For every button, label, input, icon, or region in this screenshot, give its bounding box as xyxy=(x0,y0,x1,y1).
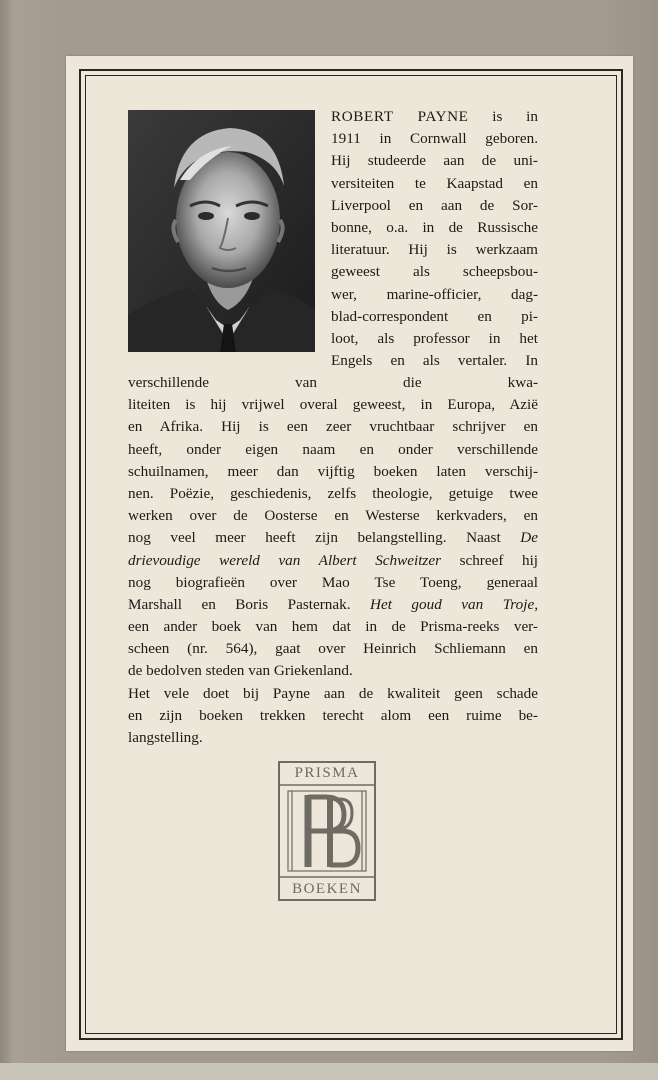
bio-text-line xyxy=(128,727,538,749)
author-name: ROBERT PAYNE xyxy=(331,108,469,125)
bio-text-line xyxy=(128,660,538,682)
bio-text-line xyxy=(128,416,538,438)
bio-text-line xyxy=(331,106,538,128)
bio-text-line xyxy=(331,239,538,261)
bio-text-line xyxy=(128,550,538,572)
text-run: nog biografieën over Mao Tse Toeng, generaal xyxy=(128,573,538,591)
text-run: Marshall en Boris Pasternak. xyxy=(128,595,371,613)
bio-text-line xyxy=(331,173,538,195)
text-run: langstelling. xyxy=(128,729,203,746)
bio-text-line xyxy=(128,372,538,394)
text-run: verschillende van die kwa- xyxy=(128,374,538,391)
bio-text-line xyxy=(128,683,538,705)
bio-text-line xyxy=(331,195,538,217)
text-run: liteiten is hij vrijwel overal geweest, in Europa, Azië xyxy=(128,396,538,414)
text-run: literatuur. Hij is werkzaam xyxy=(331,241,538,259)
bio-text-right-column xyxy=(331,106,538,372)
text-run: scheen (nr. 564), gaat over Heinrich Schliemann en xyxy=(128,640,538,658)
text-run: nog veel meer heeft zijn belangstelling. Naast xyxy=(128,529,521,547)
bio-text-line xyxy=(128,594,538,616)
text-run: Hij studeerde aan de uni- xyxy=(331,152,538,170)
text-run: de bedolven steden van Griekenland. xyxy=(128,662,353,680)
bio-text-line xyxy=(331,306,538,328)
bio-text-line xyxy=(128,527,538,549)
bio-text-line xyxy=(128,616,538,638)
italic-book-title: Het goud van Troje, xyxy=(370,595,538,613)
italic-book-title: De xyxy=(520,529,538,547)
text-run: blad-correspondent en pi- xyxy=(331,307,538,325)
bio-text-line xyxy=(128,461,538,483)
bio-text-line xyxy=(128,505,538,527)
author-portrait-photo xyxy=(128,110,315,352)
text-run: Het vele doet bij Payne aan de kwaliteit geen schade xyxy=(128,684,538,702)
text-run: heeft, onder eigen naam en onder verschillende xyxy=(128,440,538,458)
italic-book-title: drievoudige wereld van Albert Schweitzer xyxy=(128,551,441,569)
text-run: Engels en als vertaler. In xyxy=(331,352,538,370)
bio-text-line xyxy=(331,261,538,283)
text-run: nen. Poëzie, geschiedenis, zelfs theologie, getuige twee xyxy=(128,484,538,502)
bio-text-line xyxy=(128,572,538,594)
prisma-boeken-logo xyxy=(278,761,376,901)
bio-text-line xyxy=(128,394,538,416)
bio-text-line xyxy=(331,284,538,306)
text-run: en Afrika. Hij is een zeer vruchtbaar schrijver en xyxy=(128,418,538,436)
text-run: bonne, o.a. in de Russische xyxy=(331,218,538,236)
text-run: en zijn boeken trekken terecht alom een ruime be- xyxy=(128,706,538,724)
text-run: geweest als scheepsbou- xyxy=(331,263,538,281)
bio-text-line xyxy=(331,128,538,150)
text-run: schuilnamen, meer dan vijftig boeken laten verschij- xyxy=(128,462,538,480)
text-run: wer, marine-officier, dag- xyxy=(331,285,538,303)
bio-text-line xyxy=(128,638,538,660)
scan-bottom-strip xyxy=(0,1063,658,1080)
text-run: 1911 in Cornwall geboren. xyxy=(331,130,538,148)
bio-text-line xyxy=(331,217,538,239)
bio-text-line xyxy=(331,350,538,372)
text-run: loot, als professor in het xyxy=(331,329,538,347)
text-run: Liverpool en aan de Sor- xyxy=(331,196,538,214)
bio-text-line xyxy=(331,150,538,172)
text-run: schreef hij xyxy=(441,551,539,569)
bio-text-line xyxy=(128,439,538,461)
bio-text-line xyxy=(128,705,538,727)
text-run: is in xyxy=(468,108,538,125)
logo-boeken-text: BOEKEN xyxy=(292,881,362,897)
bio-text-full-column xyxy=(128,372,538,749)
text-run: werken over de Oosterse en Westerse kerkvaders, en xyxy=(128,507,538,525)
logo-monogram xyxy=(278,785,376,877)
text-run: een ander boek van hem dat in de Prisma-reeks ver- xyxy=(128,618,538,636)
logo-prisma-text: PRISMA xyxy=(294,765,360,781)
bio-text-line xyxy=(331,328,538,350)
bio-text-line xyxy=(128,483,538,505)
text-run: versiteiten te Kaapstad en xyxy=(331,174,538,192)
